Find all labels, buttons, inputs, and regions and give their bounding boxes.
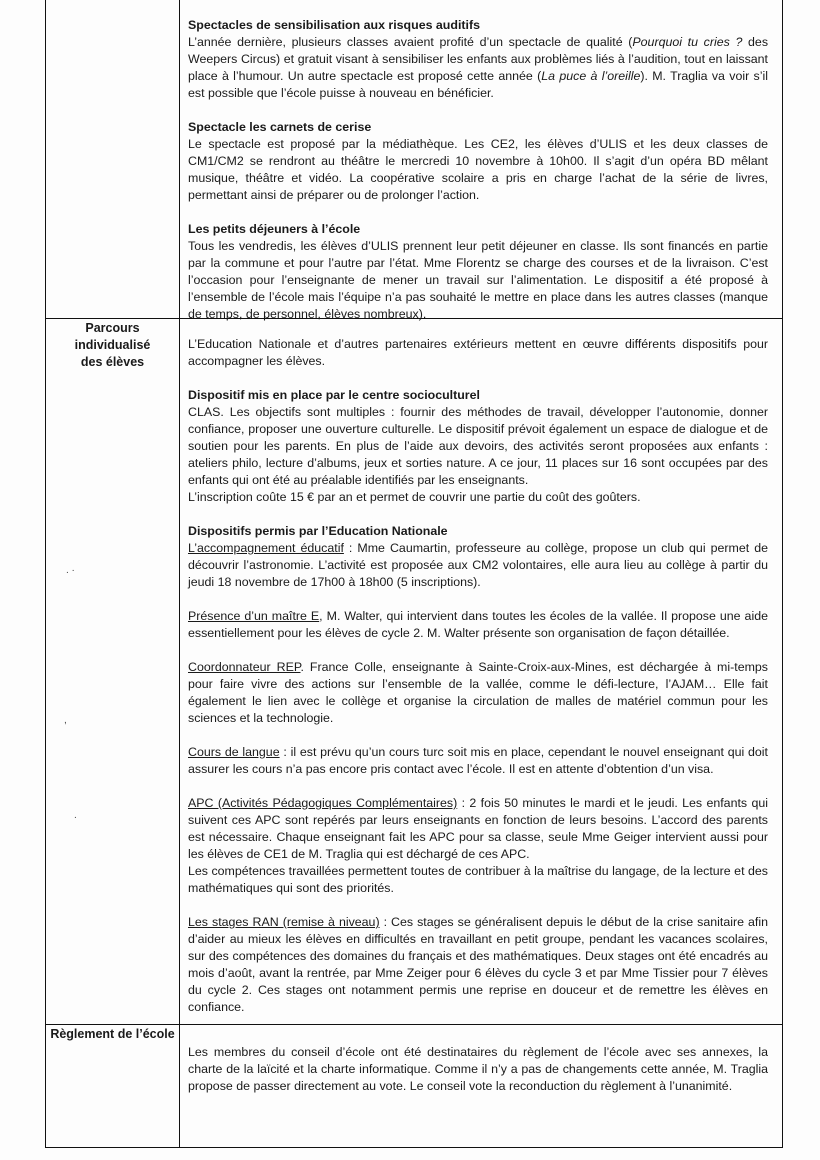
table-column-divider [179,0,180,1148]
langue-text: Cours de langue : il est prévu qu’un cours turc soit mis en place, cependant le nouvel enseignant qui doit assurer les cours n’a pas encore pris contact avec l’école. Il est en attente d’obtention d’un visa. [188,745,768,776]
table-bottom-border [45,1147,783,1148]
accompagnement-text: L’accompagnement éducatif : Mme Caumartin, professeure au collège, propose un club qui permet de découvrir l’astronomie. L’activité est proposée aux CM2 volontaires, elle aura lieu au collège à partir du jeudi 18 novembre de 17h00 à 18h00 (5 inscriptions). [188,541,768,589]
row3-content [188,1044,768,1095]
centre-title: Dispositif mis en place par le centre socioculturel [188,388,480,402]
parcours-intro: L’Education Nationale et d’autres partenaires extérieurs mettent en œuvre différents dispositifs pour accompagner les élèves. [188,337,768,368]
row-label-parcours: Parcours individualisé des élèves [74,321,151,369]
en-title: Dispositifs permis par l’Education Nationale [188,524,448,538]
section-text-spectacles: L’année dernière, plusieurs classes avaient profité d’un spectacle de qualité (Pourquoi tu cries ? des Weepers Circus) et gratuit visant à sensibiliser les enfants aux problèmes liés à l’audition, tout en laissant place à l’humour. Un autre spectacle est proposé cette année (La puce à l’oreille). M. Traglia va voir s’il est possible que l’école puisse à nouveau en bénéficier. [188,35,769,100]
scan-speck: , [64,715,67,726]
row-label-reglement: Règlement de l’école [50,1027,175,1041]
reglement-text: Les membres du conseil d’école ont été destinataires du règlement de l’école avec ses annexes, la charte de la laïcité et la charte informatique. Comme il n’y a pas de changements cette année, M. Traglia propose de passer directement au vote. Le conseil vote la reconduction du règlement à l’unanimité. [188,1045,768,1093]
rep-text: Coordonnateur REP. France Colle, enseignante à Sainte-Croix-aux-Mines, est déchargée à mi-temps pour faire vivre des actions sur l’ensemble de la vallée, comme le défi-lecture, l’AJAM… Elle fait également le lien avec le collège et organise la circulation de malles de matériel commun pour les sciences et la technologie. [188,660,768,725]
section-text-dejeuners: Tous les vendredis, les élèves d’ULIS prennent leur petit déjeuner en classe. Ils sont financés en partie par la commune et pour l’autre par l’état. Mme Florentz se charge des courses et de la livraison. C’est l’occasion pour l’enseignante de mener un travail sur l’alimentation. Le dispositif a été proposé à l’ensemble de l’école mais l’équipe n’a pas souhaité le mettre en place dans les autres classes (manque de temps, de personnel, élèves nombreux). [188,239,768,321]
ran-text: Les stages RAN (remise à niveau) : Ces stages se généralisent depuis le début de la crise sanitaire afin d’aider au mieux les élèves en difficultés en travaillant en petit groupe, pendant les vacances scolaires, sur des compétences des domaines du français et des mathématiques. Deux stages ont été encadrés au mois d’août, avant la rentrée, par Mme Zeiger pour 6 élèves du cycle 3 et par Mme Tissier pour 7 élèves du cycle 2. Ces stages ont notamment permis une reprise en douceur et de remettre les élèves en confiance. [188,915,768,1014]
scan-speck: . [74,810,77,821]
section-title-dejeuners: Les petits déjeuners à l’école [188,222,361,236]
centre-text-2: L’inscription coûte 15 € par an et permet de couvrir une partie du coût des goûters. [188,490,641,504]
table-right-border [782,0,783,1148]
apc-text: APC (Activités Pédagogiques Complémentaires) : 2 fois 50 minutes le mardi et le jeudi. Les enfants qui suivent ces APC sont repérés par leurs enseignants en fonction de leurs besoins. L’accord des parents est nécessaire. Chaque enseignant fait les APC pour sa classe, seule Mme Geiger intervient aussi pour les élèves de CE1 de M. Traglia qui est déchargé de ces APC. [188,796,768,861]
section-title-carnets: Spectacle les carnets de cerise [188,120,372,134]
maitre-e-text: Présence d’un maître E, M. Walter, qui intervient dans toutes les écoles de la vallée. Il propose une aide essentiellement pour les élèves de cycle 2. M. Walter présente son organisation de façon détaillée. [188,609,768,640]
section-title-spectacles: Spectacles de sensibilisation aux risques auditifs [188,18,480,32]
row1-content [188,17,768,323]
row2-content [188,336,768,1016]
table-left-border [45,0,46,1148]
centre-text: CLAS. Les objectifs sont multiples : fournir des méthodes de travail, développer l’autonomie, donner confiance, proposer une ouverture culturelle. Le dispositif prévoit également un espace de dialogue et de soutien pour les parents. En plus de l’aide aux devoirs, des activités seront proposées aux enfants : ateliers philo, lecture d’albums, jeux et sorties nature. A ce jour, 11 places sur 16 sont occupées par des enfants qui ont été au préalable identifiés par les enseignants. [188,405,768,487]
section-text-carnets: Le spectacle est proposé par la médiathèque. Les CE2, les élèves d’ULIS et les deux classes de CM1/CM2 se rendront au théâtre le mercredi 10 novembre à 10h00. Il s’agit d’un opéra BD mêlant musique, théâtre et vidéo. La coopérative scolaire a pris en charge l’achat de la série de livres, permettant ainsi de préparer ou de prolonger l’action. [188,137,768,202]
scan-speck: . · [66,565,75,576]
apc-text-2: Les compétences travaillées permettent toutes de contribuer à la maîtrise du langage, de la lecture et des mathématiques qui sont des priorités. [188,864,768,895]
